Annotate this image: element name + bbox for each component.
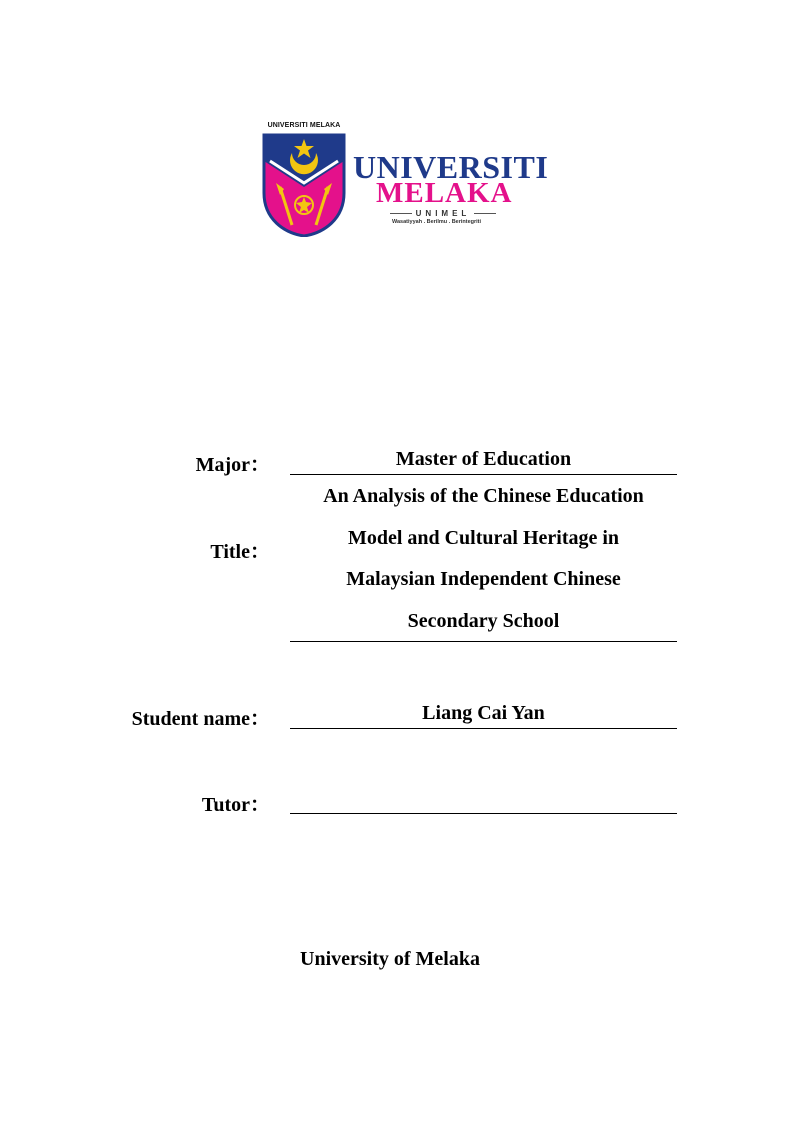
shield-emblem-icon xyxy=(262,131,346,237)
logo-caption: UNIVERSITI MELAKA xyxy=(267,122,341,129)
tutor-underline xyxy=(290,813,677,814)
student-name-value: Liang Cai Yan xyxy=(422,702,545,724)
institution-name: University of Melaka xyxy=(300,948,480,970)
logo-abbreviation xyxy=(378,209,508,218)
title-line: Malaysian Independent Chinese xyxy=(346,568,621,590)
title-line: Model and Cultural Heritage in xyxy=(347,526,620,549)
major-label: Major： xyxy=(195,454,270,476)
student-name-label: Student name： xyxy=(131,708,270,730)
title-line: Secondary School xyxy=(407,609,560,632)
major-value: Master of Education xyxy=(395,448,572,470)
logo-motto: Wasatiyyah . Berilmu . Berintegriti xyxy=(392,219,482,225)
title-underline xyxy=(290,641,677,642)
logo-name-line1: UNIVERSITI xyxy=(353,149,549,185)
tutor-label: Tutor： xyxy=(201,794,270,816)
title-label: Title： xyxy=(210,541,270,563)
university-logo xyxy=(262,122,549,238)
student-name-underline xyxy=(290,728,677,729)
major-underline xyxy=(290,474,677,475)
title-line: An Analysis of the Chinese Education xyxy=(323,485,644,507)
logo-abbreviation-text: UNIMEL xyxy=(415,209,471,218)
logo-name-line2: MELAKA xyxy=(376,177,513,209)
title-value xyxy=(290,476,677,642)
